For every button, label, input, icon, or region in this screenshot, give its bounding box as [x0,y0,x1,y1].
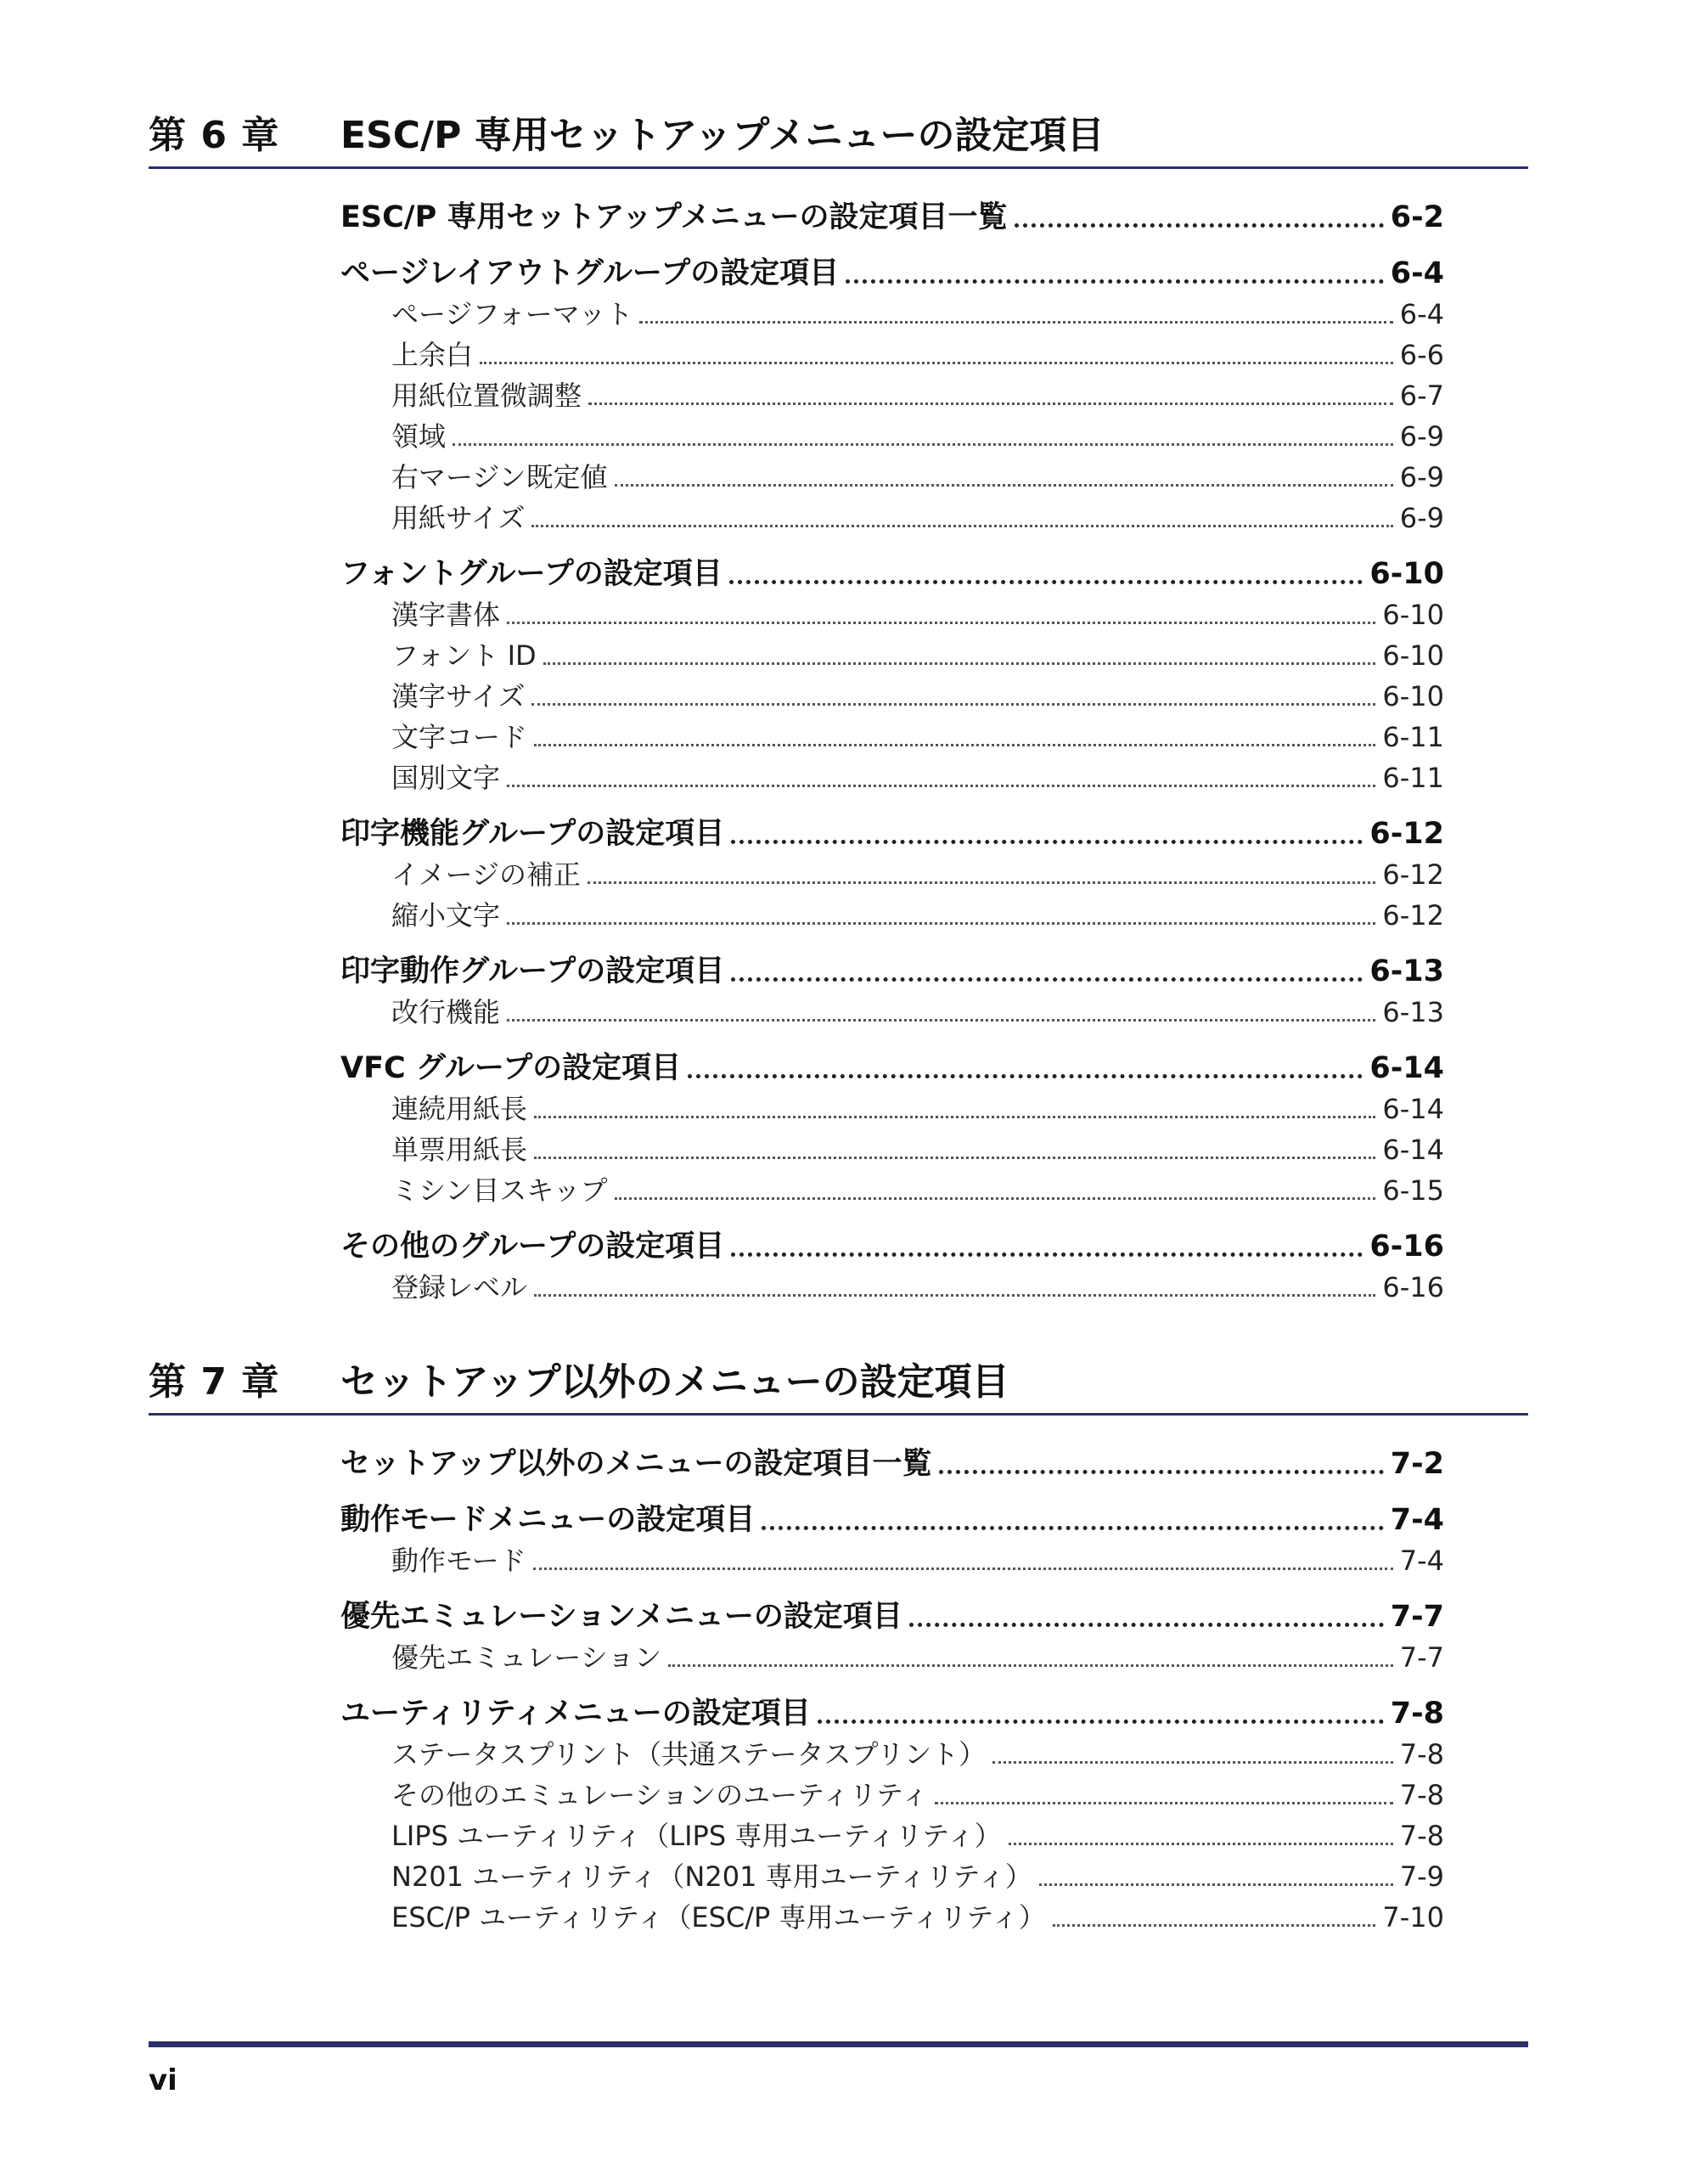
toc-subitem[interactable] [340,992,1444,1033]
toc-section[interactable] [340,197,1444,238]
dot-leader [534,744,1375,746]
toc-section[interactable] [340,1500,1444,1540]
toc-entry-page: 6-12 [1369,817,1444,851]
toc-entry-title: N201 ユーティリティ（N201 専用ユーティリティ） [391,1860,1032,1893]
toc-subitem[interactable] [340,375,1444,416]
toc-subitem[interactable] [340,294,1444,335]
dot-leader [992,1761,1393,1764]
toc-subitem[interactable] [340,1170,1444,1211]
dot-leader [507,1019,1375,1022]
toc-section[interactable] [340,1226,1444,1267]
dot-leader [762,1526,1384,1530]
toc-entry-page: 6-6 [1399,339,1444,371]
toc-entry-title: フォント ID [391,639,537,672]
toc-entry-title: 上余白 [391,339,474,371]
toc-entry-page: 6-11 [1382,721,1444,753]
toc-entry-title: ミシン目スキップ [391,1174,608,1207]
toc-subitem[interactable] [340,676,1444,717]
toc-entry-title: 用紙サイズ [391,502,526,534]
toc-subitem[interactable] [340,895,1444,936]
toc-section[interactable] [340,1693,1444,1734]
dot-leader [534,1157,1375,1159]
chapter-rule [149,166,1528,169]
toc-entry-title: ESC/P ユーティリティ（ESC/P 専用ユーティリティ） [391,1901,1046,1934]
toc-entry-title: 領域 [391,420,447,453]
toc-subitem[interactable] [340,416,1444,457]
toc-subitem[interactable] [340,635,1444,676]
chapter-6 [149,112,1528,1303]
toc-subitem[interactable] [340,1775,1444,1815]
toc-entry-page: 7-4 [1399,1545,1444,1577]
dot-leader [453,443,1393,446]
dot-leader [615,484,1393,487]
toc-entry-page: 6-13 [1382,996,1444,1028]
toc-entry-title: ステータスプリント（共通ステータスプリント） [391,1738,987,1770]
toc-entry-page: 6-10 [1369,557,1444,591]
toc-entry-page: 6-10 [1382,680,1444,712]
toc-entry-title: VFC グループの設定項目 [340,1051,682,1085]
toc-entry-title: 漢字書体 [391,599,501,631]
dot-leader [507,922,1375,925]
toc-entry-title: 文字コード [391,721,528,753]
toc-subitem[interactable] [340,498,1444,538]
chapter-title: ESC/P 専用セットアップメニューの設定項目 [340,114,1105,157]
toc-entry-page: 6-4 [1399,298,1444,330]
toc-entry-title: 右マージン既定値 [391,461,608,493]
toc-entry-title: 登録レベル [391,1271,528,1303]
toc-section[interactable] [340,813,1444,854]
toc-entry-title: 単票用紙長 [391,1134,528,1166]
dot-leader [533,1568,1393,1570]
dot-leader [729,580,1363,584]
dot-leader [534,1116,1375,1118]
dot-leader [543,662,1376,665]
toc-entry-page: 6-11 [1382,762,1444,794]
toc-section[interactable] [340,554,1444,594]
toc-section[interactable] [340,1596,1444,1637]
dot-leader [1009,1843,1393,1845]
dot-leader [531,703,1375,706]
toc-entry-page: 7-8 [1399,1738,1444,1770]
dot-leader [1053,1924,1376,1927]
toc-entry-page: 6-10 [1382,599,1444,631]
toc-entry-page: 7-10 [1382,1901,1444,1934]
chapter-heading [149,1359,1528,1420]
toc-entry-title: 連続用紙長 [391,1093,528,1125]
toc-entry-page: 6-15 [1382,1174,1444,1207]
toc-entry-title: その他のグループの設定項目 [340,1230,725,1264]
toc-entry-page: 6-14 [1369,1051,1444,1085]
toc-entry-page: 6-10 [1382,639,1444,672]
dot-leader [507,785,1375,787]
toc-list [340,197,1444,1308]
toc-entry-title: 用紙位置微調整 [391,380,582,412]
toc-entry-page: 6-16 [1382,1271,1444,1303]
dot-leader [1015,223,1384,228]
toc-entry-page: 6-14 [1382,1134,1444,1166]
toc-section[interactable] [340,951,1444,992]
toc-entry-title: 国別文字 [391,762,501,794]
toc-subitem[interactable] [340,335,1444,375]
dot-leader [588,881,1375,884]
toc-entry-title: 印字動作グループの設定項目 [340,954,725,988]
toc-subitem[interactable] [340,1734,1444,1775]
toc-entry-page: 6-4 [1390,256,1444,290]
chapter-number: 第 7 章 [149,1360,280,1404]
toc-subitem[interactable] [340,1637,1444,1678]
toc-entry-title: イメージの補正 [391,858,582,891]
toc-entry-page: 6-9 [1399,502,1444,534]
toc-entry-page: 7-4 [1390,1503,1444,1537]
chapter-number: 第 6 章 [149,114,280,157]
toc-subitem[interactable] [340,594,1444,635]
toc-entry-title: 優先エミュレーション [391,1641,662,1674]
chapter-7 [149,1359,1528,1934]
dot-leader [1039,1883,1393,1886]
toc-entry-title: セットアップ以外のメニューの設定項目一覧 [340,1447,932,1481]
chapter-rule [149,1413,1528,1416]
toc-subitem[interactable] [340,1129,1444,1170]
toc-entry-page: 6-12 [1382,858,1444,891]
toc-entry-title: 動作モードメニューの設定項目 [340,1503,756,1537]
toc-entry-page: 7-9 [1399,1860,1444,1893]
toc-entry-title: 印字機能グループの設定項目 [340,817,725,851]
dot-leader [731,1252,1363,1257]
dot-leader [615,1197,1376,1200]
dot-leader [507,622,1375,624]
toc-subitem[interactable] [340,757,1444,798]
toc-entry-title: ESC/P 専用セットアップメニューの設定項目一覧 [340,200,1008,234]
dot-leader [531,525,1392,527]
dot-leader [688,1074,1363,1078]
toc-entry-page: 6-13 [1369,954,1444,988]
toc-entry-title: ページレイアウトグループの設定項目 [340,256,840,290]
toc-subitem[interactable] [340,1815,1444,1856]
toc-entry-title: ページフォーマット [391,298,633,330]
toc-entry-page: 6-2 [1390,200,1444,234]
toc-entry-page: 7-7 [1390,1600,1444,1634]
dot-leader [731,977,1363,982]
toc-section[interactable] [340,1048,1444,1089]
dot-leader [668,1664,1393,1667]
toc-subitem[interactable] [340,1267,1444,1308]
toc-entry-page: 7-8 [1399,1779,1444,1811]
toc-entry-title: 改行機能 [391,996,501,1028]
page-number: vi [149,2063,177,2097]
toc-entry-page: 7-7 [1399,1641,1444,1674]
dot-leader [534,1294,1375,1297]
toc-entry-title: 優先エミュレーションメニューの設定項目 [340,1600,902,1634]
toc-entry-page: 6-9 [1399,461,1444,493]
toc-entry-title: 縮小文字 [391,899,501,932]
toc-entry-page: 6-16 [1369,1230,1444,1264]
toc-section[interactable] [340,1444,1444,1484]
dot-leader [639,321,1392,324]
toc-entry-page: 7-8 [1390,1697,1444,1731]
toc-entry-page: 7-8 [1399,1820,1444,1852]
toc-section[interactable] [340,253,1444,294]
dot-leader [909,1623,1384,1627]
toc-entry-title: ユーティリティメニューの設定項目 [340,1697,811,1731]
dot-leader [588,402,1393,405]
toc-entry-page: 6-9 [1399,420,1444,453]
toc-entry-title: フォントグループの設定項目 [340,557,722,591]
toc-entry-title: 動作モード [391,1545,526,1577]
toc-entry-page: 7-2 [1390,1447,1444,1481]
chapter-title: セットアップ以外のメニューの設定項目 [340,1360,1009,1404]
dot-leader [939,1470,1384,1474]
toc-entry-title: LIPS ユーティリティ（LIPS 専用ユーティリティ） [391,1820,1002,1852]
toc-entry-page: 6-14 [1382,1093,1444,1125]
dot-leader [846,279,1384,284]
toc-entry-title: 漢字サイズ [391,680,526,712]
toc-subitem[interactable] [340,1897,1444,1938]
toc-subitem[interactable] [340,1089,1444,1129]
toc-subitem[interactable] [340,717,1444,757]
toc-entry-page: 6-12 [1382,899,1444,932]
chapter-heading [149,112,1528,173]
dot-leader [935,1802,1392,1804]
toc-entry-title: その他のエミュレーションのユーティリティ [391,1779,929,1811]
toc-subitem[interactable] [340,854,1444,895]
toc-subitem[interactable] [340,1540,1444,1581]
toc-list [340,1444,1444,1938]
dot-leader [731,840,1363,844]
dot-leader [818,1720,1384,1724]
dot-leader [480,362,1393,364]
toc-subitem[interactable] [340,1856,1444,1897]
footer-rule [149,2041,1528,2047]
toc-subitem[interactable] [340,457,1444,498]
toc-entry-page: 6-7 [1399,380,1444,412]
